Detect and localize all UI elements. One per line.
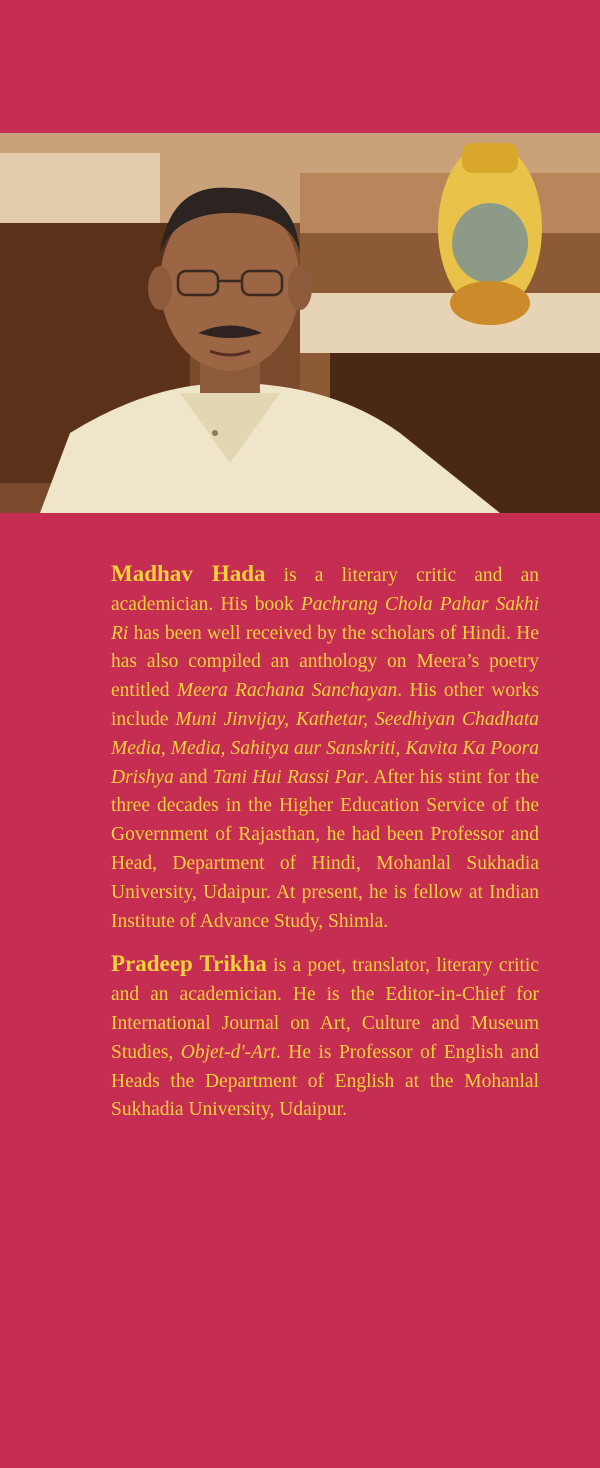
bio-pradeep-trikha — [111, 950, 539, 1125]
book-title: Meera Rachana Sanchayan — [176, 680, 398, 702]
bio-text: . After his stint for the three decades in the Higher Education Service of the Government of Rajasthan, he had been Professor and Head, Department of Hindi, Mohanlal Sukhadia University, Udaipur. At present, he is fellow at Indian Institute of Advance Study, Shimla. — [111, 766, 540, 932]
bio-text: is a poet, translator, literary critic and an academician. He is the Editor-in-Chief for International Journal on Art, Culture and Museum Studies, — [111, 955, 539, 1063]
book-titles: Muni Jinvijay, Kathetar, Seedhiyan Chadhata Media, Media, Sahitya aur Sanskriti, Kavita Ka Poora Drishya — [111, 708, 539, 788]
author-bios — [111, 560, 539, 1139]
bio-madhav-hada — [111, 560, 539, 936]
author-name-madhav-hada: Madhav Hada — [111, 561, 266, 586]
author-photo-illustration — [0, 133, 600, 513]
journal-title: Objet-d'-Art — [180, 1041, 276, 1063]
bio-text: is a literary critic and an academician. His book — [111, 565, 539, 615]
bio-text: has been well received by the scholars of Hindi. He has also compiled an anthology on Meera’s poetry entitled — [111, 622, 539, 702]
author-photo — [0, 133, 600, 513]
book-title: Pachrang Chola Pahar Sakhi Ri — [111, 593, 539, 644]
book-title: Tani Hui Rassi Par — [212, 766, 364, 788]
author-name-pradeep-trikha: Pradeep Trikha — [111, 951, 267, 977]
bio-text: . His other works include — [111, 680, 539, 730]
bio-text: . He is Professor of English and Heads the Department of English at the Mohanlal Sukhadia University, Udaipur. — [111, 1041, 539, 1121]
bio-text: and — [173, 766, 213, 788]
